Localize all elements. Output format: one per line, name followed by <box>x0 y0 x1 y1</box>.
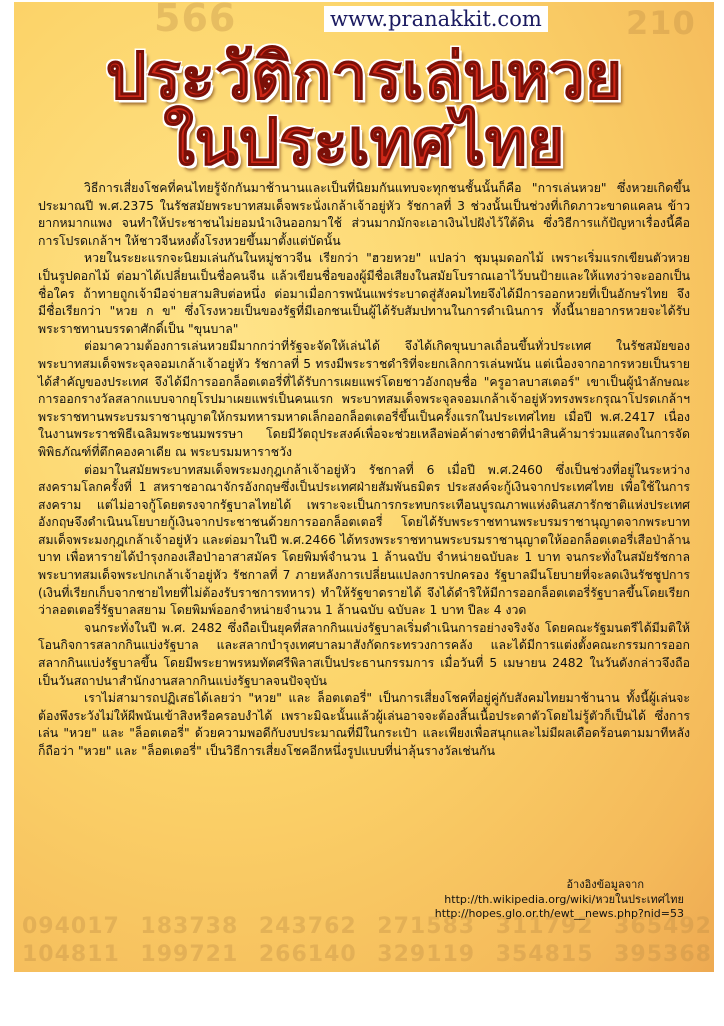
background-number: 271583 <box>377 914 476 939</box>
page-title-line-1: ประวัติการเล่นหวย <box>105 39 623 114</box>
background-number: 354815 <box>495 942 594 967</box>
background-number: 311792 <box>495 914 594 939</box>
reference-link[interactable]: http://hopes.glo.or.th/ewt__news.php?nid=53 <box>434 907 684 920</box>
paragraph: เราไม่สามารถปฏิเสธได้เลยว่า "หวย" และ ล็อตเตอรี่" เป็นการเสี่ยงโชคที่อยู่คู่กับสังคมไทยมาช้านาน ทั้งนี้ผู้เล่นจะต้องพึงระวังไม่ให้ผีพนันเข้าสิงหรือครอบงำได้ เพราะมิฉะนั้นแล้วผู้เล่นอาจจะต้องสิ้นเนื้อประดาตัวโดยไม่รู้ตัวก็เป็นได้ ซึ่งการเล่น "หวย" และ "ล็อตเตอรี่" ด้วยความพอดีกับงบประมาณที่มีในกระเป๋า และเพียงเพื่อสนุกและไม่มีผลเดือดร้อนตามมาทีหลัง ก็ถือว่า "หวย" และ "ล็อตเตอรี่" เป็นวิธีการเสี่ยงโชคอีกหนึ่งรูปแบบที่น่าลุ้นรางวัลเช่นกัน <box>38 691 690 758</box>
background-number: 199721 <box>140 942 239 967</box>
background-number: 266140 <box>258 942 357 967</box>
background-number: 094017 <box>22 914 120 939</box>
background-number: 395368 <box>614 942 712 967</box>
article-page <box>14 2 714 972</box>
references <box>324 878 684 922</box>
reference-link[interactable]: http://th.wikipedia.org/wiki/หวยในประเทศไทย <box>444 892 684 906</box>
background-numbers-row-2 <box>22 942 712 967</box>
background-number: 329119 <box>377 942 476 967</box>
background-number: 104811 <box>22 942 120 967</box>
references-heading: อ้างอิงข้อมูลจาก <box>566 878 644 891</box>
paragraph: ต่อมาความต้องการเล่นหวยมีมากกว่าที่รัฐจะจัดให้เล่นได้ จึงได้เกิดขุนบาลเถื่อนขึ้นทั่วประเทศ ในรัชสมัยของพระบาทสมเด็จพระจุลจอมเกล้าเจ้าอยู่หัว รัชกาลที่ 5 ทรงมีพระราชดำริที่จะยกเลิกการเล่นพนัน แต่เนื่องจากอากรหวยเป็นรายได้สำคัญของประเทศ จึงได้มีการออกล็อตเตอรี่ที่ได้รับการเผยแพร่โดยชาวอังกฤษชื่อ "ครูอาลบาสเตอร์" เขาเป็นผู้นำลักษณะการออกรางวัลสลากแบบจากยุโรปมาเผยแพร่เป็นคนแรก พระบาทสมเด็จพระจุลจอมเกล้าเจ้าอยู่หัวทรงพระกรุณาโปรดเกล้าฯ พระราชทานพระบรมราชานุญาตให้กรมทหารมหาดเล็กออกล็อตเตอรี่ขึ้นเป็นครั้งแรกในประเทศไทย เมื่อปี พ.ศ.2417 เนื่องในงานพระราชพิธีเฉลิมพระชนมพรรษา โดยมีวัตถุประสงค์เพื่อจะช่วยเหลือพ่อค้าต่างชาติที่นำสินค้ามาร่วมแสดงในการจัดพิพิธภัณฑ์ที่ตึกคองคาเดีย ณ พระบรมมหาราชวัง <box>38 339 690 459</box>
page-title-line-2: ในประเทศไทย <box>163 105 565 180</box>
background-number: 183738 <box>140 914 239 939</box>
paragraph: ต่อมาในสมัยพระบาทสมเด็จพระมงกุฎเกล้าเจ้าอยู่หัว รัชกาลที่ 6 เมื่อปี พ.ศ.2460 ซึ่งเป็นช่วงที่อยู่ในระหว่างสงครามโลกครั้งที่ 1 สหราชอาณาจักรอังกฤษซึ่งเป็นประเทศฝ่ายสัมพันธมิตร ประสงค์จะกู้เงินจากประเทศไทย เพื่อใช้ในการสงคราม แต่ไม่อาจกู้โดยตรงจากรัฐบาลไทยได้ เพราะจะเป็นการกระทบกระเทือนบูรณภาพแห่งดินสภารักชาติแห่งประเทศอังกฤษจึงดำเนินนโยบายกู้เงินจากประชาชนด้วยการออกล็อตเตอรี่ โดยได้รับพระราชทานพระบรมราชานุญาตจากพระบาทสมเด็จพระมงกุฎเกล้าเจ้าอยู่หัว และต่อมาในปี พ.ศ.2466 ได้ทรงพระราชทานพระบรมราชานุญาตให้ออกล็อตเตอรี่เสือป่าล้านบาท เพื่อหารายได้บำรุงกองเสือป่าอาสาสมัคร โดยพิมพ์จำนวน 1 ล้านฉบับ จำหน่ายฉบับละ 1 บาท จนกระทั่งในสมัยรัชกาลพระบาทสมเด็จพระปกเกล้าเจ้าอยู่หัว รัชกาลที่ 7 ภายหลังการเปลี่ยนแปลงการปกครอง รัฐบาลมีนโยบายที่จะลดเงินรัชชูปการ (เงินที่เรียกเก็บจากชายไทยที่ไม่ต้องรับราชการทหาร) ทำให้รัฐขาดรายได้ จึงได้ดำริให้มีการออกล็อตเตอรี่รัฐบาลขึ้นโดยเรียกว่าลอตเตอรี่รัฐบาลสยาม โดยพิมพ์ออกจำหน่ายจำนวน 1 ล้านฉบับ ฉบับละ 1 บาท ปีละ 4 งวด <box>38 462 690 618</box>
background-number: 365492 <box>614 914 712 939</box>
background-number-top-left: 566 <box>154 2 237 40</box>
site-watermark: www.pranakkit.com <box>324 6 548 32</box>
paragraph: หวยในระยะแรกจะนิยมเล่นกันในหมู่ชาวจีน เรียกว่า "ฮวยหวย" แปลว่า ชุมนุมดอกไม้ เพราะเริ่มแรกเขียนตัวหวยเป็นรูปดอกไม้ ต่อมาได้เปลี่ยนเป็นชื่อคนจีน แล้วเขียนชื่อของผู้มีชื่อเสียงในสมัยโบราณเอาไว้บนป้ายและให้แทงว่าจะออกเป็นชื่อใคร ถ้าทายถูกเจ้ามือจ่ายสามสิบต่อหนึ่ง ต่อมาเมื่อการพนันแพร่ระบาดสู่สังคมไทยจึงได้มีการออกหวยที่เป็นอักษรไทย จึงมีชื่อเรียกว่า "หวย ก ข" ซึ่งโรงหวยเป็นของรัฐที่มีเอกชนเป็นผู้ได้รับสัมปทานในการดำเนินการ ทั้งนี้นายอากรหวยจะได้รับพระราชทานบรรดาศักดิ์เป็น "ขุนบาล" <box>38 251 690 336</box>
article-body <box>38 180 690 761</box>
background-number: 243762 <box>258 914 357 939</box>
paragraph: วิธีการเสี่ยงโชคที่คนไทยรู้จักกันมาช้านานและเป็นที่นิยมกันแทบจะทุกชนชั้นนั้นก็คือ "การเล่นหวย" ซึ่งหวยเกิดขึ้นประมาณปี พ.ศ.2375 ในรัชสมัยพระบาทสมเด็จพระนั่งเกล้าเจ้าอยู่หัว รัชกาลที่ 3 ช่วงนั้นเป็นช่วงที่เกิดภาวะขาดแคลน ข้าวยากหมากแพง จนทำให้ประชาชนไม่ยอมนำเงินออกมาใช้ ส่วนมากมักจะเอาเงินไปฝังไว้ใต้ดิน ซึ่งวิธีการแก้ปัญหาเรื่องนี้คือการโปรดเกล้าฯ ให้ชาวจีนหงตั้งโรงหวยขึ้นมาตั้งแต่บัดนั้น <box>38 181 690 248</box>
background-number-top-right: 210 <box>626 4 696 42</box>
paragraph: จนกระทั่งในปี พ.ศ. 2482 ซึ่งถือเป็นยุคที่สลากกินแบ่งรัฐบาลเริ่มดำเนินการอย่างจริงจัง โดยคณะรัฐมนตรีได้มีมติให้โอนกิจการสลากกินแบ่งรัฐบาล และสลากบำรุงเทศบาลมาสังกัดกระทรวงการคลัง และได้มีการแต่งตั้งคณะกรรมการออกสลากกินแบ่งรัฐบาลขึ้น โดยมีพระยาพรหมทัตศรีพิลาสเป็นประธานกรรมการ เมื่อวันที่ 5 เมษายน 2482 ในวันดังกล่าวจึงถือเป็นวันสถาปนาสำนักงานสลากกินแบ่งรัฐบาลจนปัจจุบัน <box>38 620 690 688</box>
